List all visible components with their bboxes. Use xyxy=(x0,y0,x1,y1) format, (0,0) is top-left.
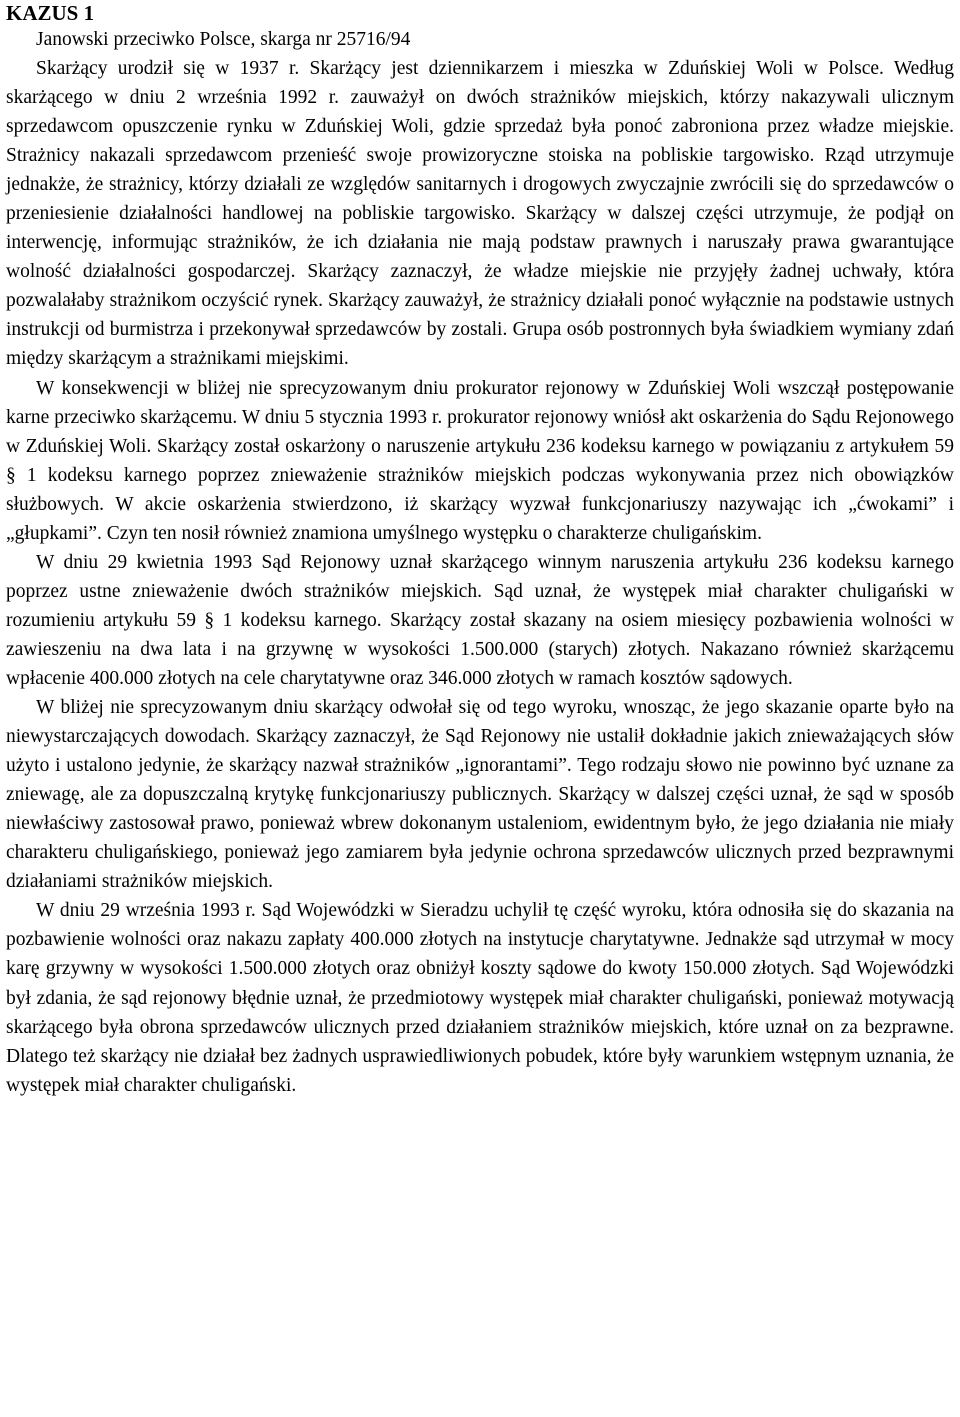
paragraph-appeal: W bliżej nie sprecyzowanym dniu skarżący odwołał się od tego wyroku, wnosząc, że jego skazanie oparte było na niewystarczających dowodach. Skarżący zaznaczył, że Sąd Rejonowy nie ustalił dokładnie jakich znieważających słów użyto i ustalono jedynie, że skarżący nazwał strażników „ignorantami”. Tego rodzaju słowo nie powinno być uznane za zniewagę, ale za dopuszczalną krytykę funkcjonariuszy publicznych. Skarżący w dalszej części uznał, że sąd w sposób niewłaściwy zastosował prawo, ponieważ wbrew dokonanym ustaleniom, ewidentnym było, że jego działania nie miały charakteru chuligańskiego, ponieważ jego zamiarem była jedynie ochrona sprzedawców ulicznych przed bezprawnymi działaniami strażników miejskich. xyxy=(6,697,954,893)
paragraph-regional-court: W dniu 29 września 1993 r. Sąd Wojewódzki w Sieradzu uchylił tę część wyroku, która odnosiła się do skazania na pozbawienie wolności oraz nakazu zapłaty 400.000 złotych na instytucje charytatywne. Jednakże sąd utrzymał w mocy karę grzywny w wysokości 1.500.000 złotych oraz obniżył koszty sądowe do kwoty 150.000 złotych. Sąd Wojewódzki był zdania, że sąd rejonowy błędnie uznał, że przedmiotowy występek miał charakter chuligański, ponieważ motywacją skarżącego była obrona sprzedawców ulicznych przed działaniem strażników miejskich, które uznał on za bezprawne. Dlatego też skarżący nie działał bez żadnych usprawiedliwionych pobudek, które były warunkiem wstępnym uznania, że występek miał charakter chuligański. xyxy=(6,900,954,1096)
paragraph-prosecution: W konsekwencji w bliżej nie sprecyzowanym dniu prokurator rejonowy w Zduńskiej Woli wszczął postępowanie karne przeciwko skarżącemu. W dniu 5 stycznia 1993 r. prokurator rejonowy wniósł akt oskarżenia do Sądu Rejonowego w Zduńskiej Woli. Skarżący został oskarżony o naruszenie artykułu 236 kodeksu karnego w powiązaniu z artykułem 59 § 1 kodeksu karnego poprzez znieważenie strażników miejskich podczas wykonywania przez nich obowiązków służbowych. W akcie oskarżenia stwierdzono, iż skarżący wyzwał funkcjonariuszy nazywając ich „ćwokami” i „głupkami”. Czyn ten nosił również znamiona umyślnego występku o charakterze chuligańskim. xyxy=(6,377,954,544)
paragraph-district-court: W dniu 29 kwietnia 1993 Sąd Rejonowy uznał skarżącego winnym naruszenia artykułu 236 kodeksu karnego poprzez ustne znieważenie dwóch strażników miejskich. Sąd uznał, że występek miał charakter chuligański w rozumieniu artykułu 59 § 1 kodeksu karnego. Skarżący został skazany na osiem miesięcy pozbawienia wolności w zawieszeniu na dwa lata i na grzywnę w wysokości 1.500.000 (starych) złotych. Nakazano również skarżącemu wpłacenie 400.000 złotych na cele charytatywne oraz 346.000 złotych w ramach kosztów sądowych. xyxy=(6,551,954,689)
paragraph-facts: Skarżący urodził się w 1937 r. Skarżący jest dziennikarzem i mieszka w Zduńskiej Woli w Polsce. Według skarżącego w dniu 2 września 1992 r. zauważył on dwóch strażników miejskich, którzy nakazywali ulicznym sprzedawcom opuszczenie rynku w Zduńskiej Woli, gdzie sprzedaż była ponoć zabroniona przez władze miejskie. Strażnicy nakazali sprzedawcom przenieść swoje prowizoryczne stoiska na pobliskie targowisko. Rząd utrzymuje jednakże, że strażnicy, którzy działali ze względów sanitarnych i drogowych zwyczajnie zwrócili się do sprzedawców o przeniesienie działalności handlowej na pobliskie targowisko. Skarżący w dalszej części utrzymuje, że podjął on interwencję, informując strażników, że ich działania nie mają podstaw prawnych i naruszały prawa gwarantujące wolność działalności gospodarczej. Skarżący zaznaczył, że władze miejskie nie przyjęły żadnej uchwały, która pozwalałaby strażnikom oczyścić rynek. Skarżący zauważył, że strażnicy działali ponoć wyłącznie na podstawie ustnych instrukcji od burmistrza i przekonywał sprzedawców by zostali. Grupa osób postronnych była świadkiem wymiany zdań między skarżącym a strażnikami miejskimi. xyxy=(6,58,954,370)
case-name: Janowski przeciwko Polsce, skarga nr 25716/94 xyxy=(36,29,411,50)
document-title: KAZUS 1 xyxy=(6,1,95,25)
document-page xyxy=(0,1,960,1417)
